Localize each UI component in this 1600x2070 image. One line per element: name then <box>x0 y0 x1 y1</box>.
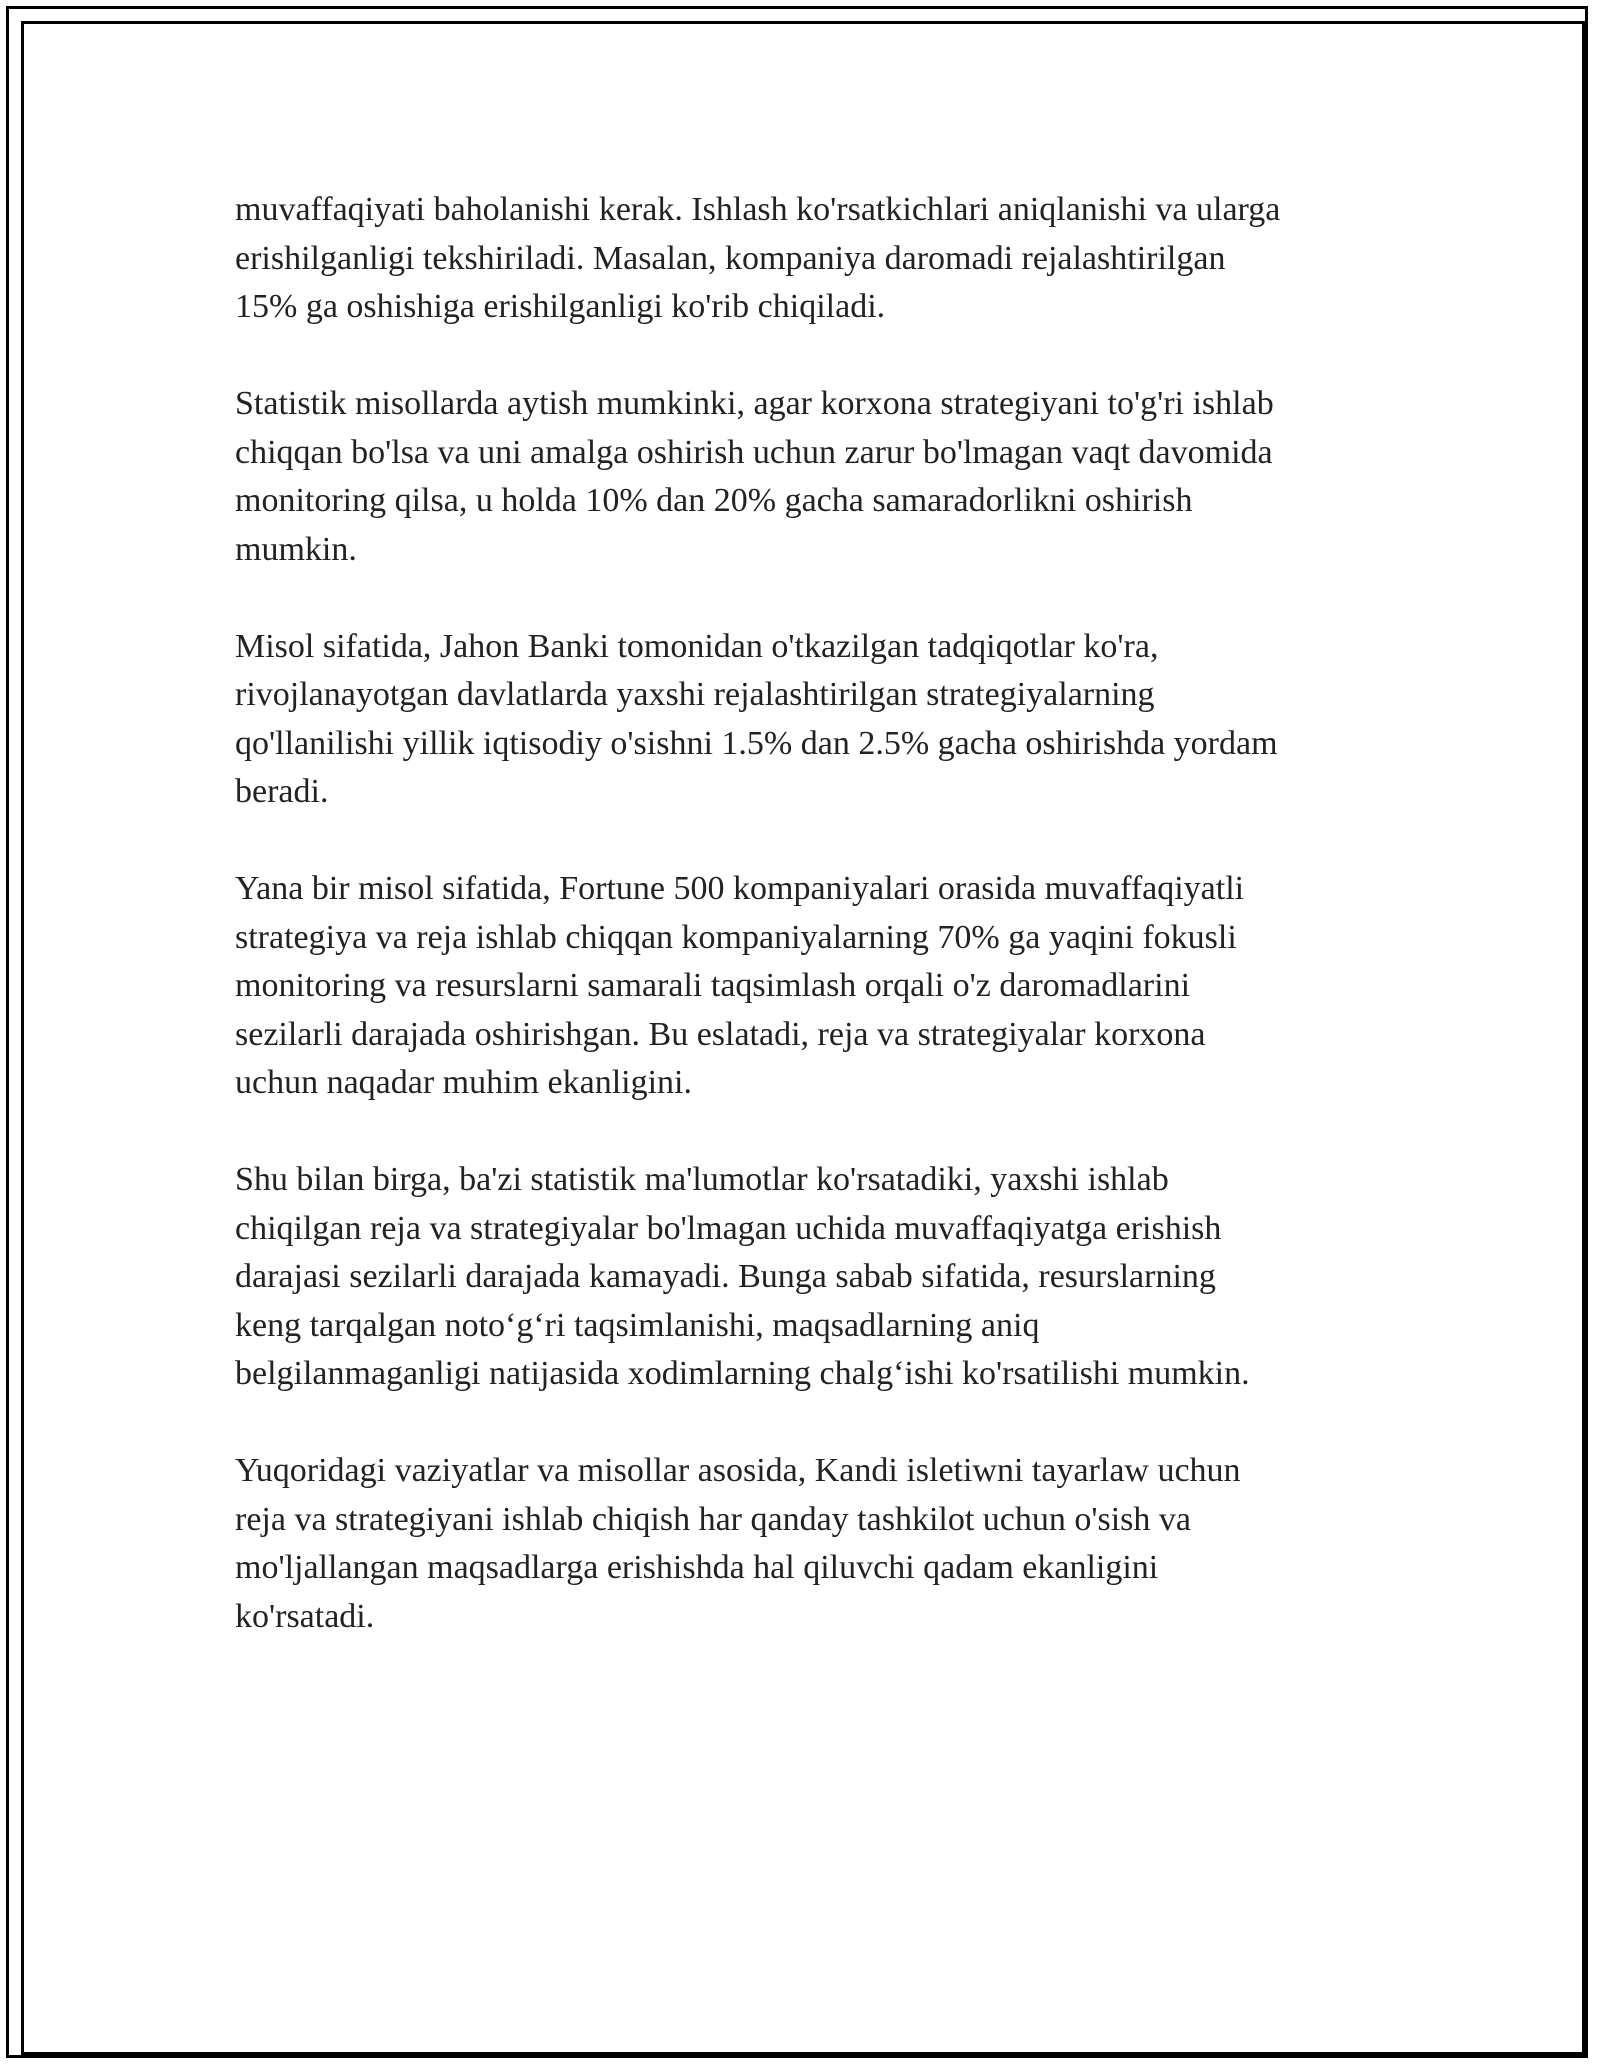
paragraph-1 <box>235 186 1395 332</box>
text-line: Statistik misollarda aytish mumkinki, agar korxona strategiyani to'g'ri ishlab <box>235 385 1274 422</box>
text-line: darajasi sezilarli darajada kamayadi. Bunga sabab sifatida, resurslarning <box>235 1258 1216 1295</box>
text-line: monitoring qilsa, u holda 10% dan 20% gacha samaradorlikni oshirish <box>235 482 1193 519</box>
text-line: rivojlanayotgan davlatlarda yaxshi rejalashtirilgan strategiyalarning <box>235 676 1155 713</box>
text-line: 15% ga oshishiga erishilganligi ko'rib chiqiladi. <box>235 288 886 325</box>
text-line: beradi. <box>235 773 329 810</box>
paragraph-2 <box>235 380 1395 574</box>
text-line: muvaffaqiyati baholanishi kerak. Ishlash ko'rsatkichlari aniqlanishi va ularga <box>235 191 1281 228</box>
text-line: Yana bir misol sifatida, Fortune 500 kompaniyalari orasida muvaffaqiyatli <box>235 870 1245 907</box>
paragraph-4 <box>235 865 1395 1108</box>
document-body <box>235 186 1395 1690</box>
text-line: Yuqoridagi vaziyatlar va misollar asosida, Kandi isletiwni tayarlaw uchun <box>235 1452 1241 1489</box>
paragraph-6 <box>235 1447 1395 1641</box>
text-line: monitoring va resurslarni samarali taqsimlash orqali o'z daromadlarini <box>235 967 1191 1004</box>
text-line: sezilarli darajada oshirishgan. Bu eslatadi, reja va strategiyalar korxona <box>235 1015 1206 1053</box>
text-line: chiqqan bo'lsa va uni amalga oshirish uchun zarur bo'lmagan vaqt davomida <box>235 433 1273 471</box>
paragraph-3 <box>235 623 1395 817</box>
text-line: mumkin. <box>235 530 357 568</box>
text-line: ko'rsatadi. <box>235 1597 375 1635</box>
text-line: qo'llanilishi yillik iqtisodiy o'sishni 1.5% dan 2.5% gacha oshirishda yordam <box>235 724 1278 762</box>
text-line: mo'ljallangan maqsadlarga erishishda hal qiluvchi qadam ekanligini <box>235 1549 1159 1586</box>
text-line: chiqilgan reja va strategiyalar bo'lmagan uchida muvaffaqiyatga erishish <box>235 1209 1222 1247</box>
text-line: Shu bilan birga, ba'zi statistik ma'lumotlar ko'rsatadiki, yaxshi ishlab <box>235 1161 1169 1198</box>
text-line: uchun naqadar muhim ekanligini. <box>235 1064 692 1101</box>
text-line: belgilanmaganligi natijasida xodimlarning chalg‘ishi ko'rsatilishi mumkin. <box>235 1355 1250 1392</box>
text-line: strategiya va reja ishlab chiqqan kompaniyalarning 70% ga yaqini fokusli <box>235 918 1237 956</box>
paragraph-5 <box>235 1156 1395 1399</box>
text-line: erishilganligi tekshiriladi. Masalan, kompaniya daromadi rejalashtirilgan <box>235 239 1226 277</box>
text-line: reja va strategiyani ishlab chiqish har qanday tashkilot uchun o'sish va <box>235 1500 1192 1538</box>
text-line: Misol sifatida, Jahon Banki tomonidan o'tkazilgan tadqiqotlar ko'ra, <box>235 627 1159 665</box>
text-line: keng tarqalgan noto‘g‘ri taqsimlanishi, maqsadlarning aniq <box>235 1306 1040 1344</box>
